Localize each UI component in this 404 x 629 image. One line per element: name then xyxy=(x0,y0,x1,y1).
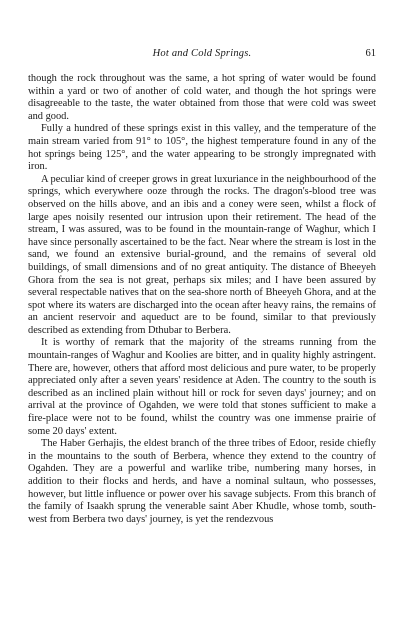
paragraph-haber-gerhajis: The Haber Gerhajis, the eldest branch of the three tribes of Edoor, reside chiefly in the mountains to the south of Berbera, whence they extend to the country of Ogahden. They are a powerful and warlike tribe, numbering many horses, in addition to their flocks and herds, and have a nominal sultaun, who possesses, however, but little influence or power over his savage subjects. From this branch of the family of Isaakh sprung the venerable saint Aber Khudle, whose tomb, south-west from Berbera two days' journey, is yet the rendezvous xyxy=(28,438,376,525)
paragraph-springs-temperature: Fully a hundred of these springs exist in this valley, and the temperature of the main stream varied from 91° to 105°, the highest temperature found in any of the hot springs being 125°, and the water appearing to be strongly impregnated with iron. xyxy=(28,123,376,173)
paragraph-creeper-and-ruins: A peculiar kind of creeper grows in great luxuriance in the neighbourhood of the springs, which everywhere ooze through the rocks. The dragon's-blood tree was observed on the hills above, and an ibis and a coney were seen, whilst a flock of large apes noisily resented our intrusion upon their retirement. The head of the stream, I was assured, was to be found in the mountain-range of Waghur, which I have since personally ascertained to be the fact. Near where the stream is lost in the sand, we found an extensive burial-ground, and the remains of several old buildings, of small dimensions and of no great antiquity. The distance of Bheeyeh Ghora from the sea is not great, perhaps six miles; and I have been assured by several respectable natives that on the sea-shore north of Bheeyeh Ghora, and at the spot where its waters are discharged into the ocean after heavy rains, the remains of an ancient reservoir and aqueduct are to be found, similar to that previously described as extending from Dthubar to Berbera. xyxy=(28,173,376,336)
running-head xyxy=(28,48,376,68)
running-title: Hot and Cold Springs. xyxy=(152,48,252,59)
body-text xyxy=(28,73,376,526)
paragraph-bitter-streams: It is worthy of remark that the majority of the streams running from the mountain-ranges of Waghur and Koolies are bitter, and in quality highly astringent. There are, however, others that afford most delicious and pure water, to be properly appreciated only after a seven years' residence at Aden. The country to the south is described as an inclined plain without hill or rock for seven days' journey; and on arrival at the province of Ogahden, we were told that stones sufficient to make a fire-place were not to be found, whilst the country was one immense prairie of some 20 days' extent. xyxy=(28,337,376,437)
book-page xyxy=(28,48,376,526)
page-number: 61 xyxy=(365,48,376,59)
paragraph-continuation: though the rock throughout was the same, a hot spring of water would be found within a yard or two of another of cold water, and though the hot springs were disagreeable to the taste, the water obtained from those that were cold was sweet and good. xyxy=(28,73,376,122)
